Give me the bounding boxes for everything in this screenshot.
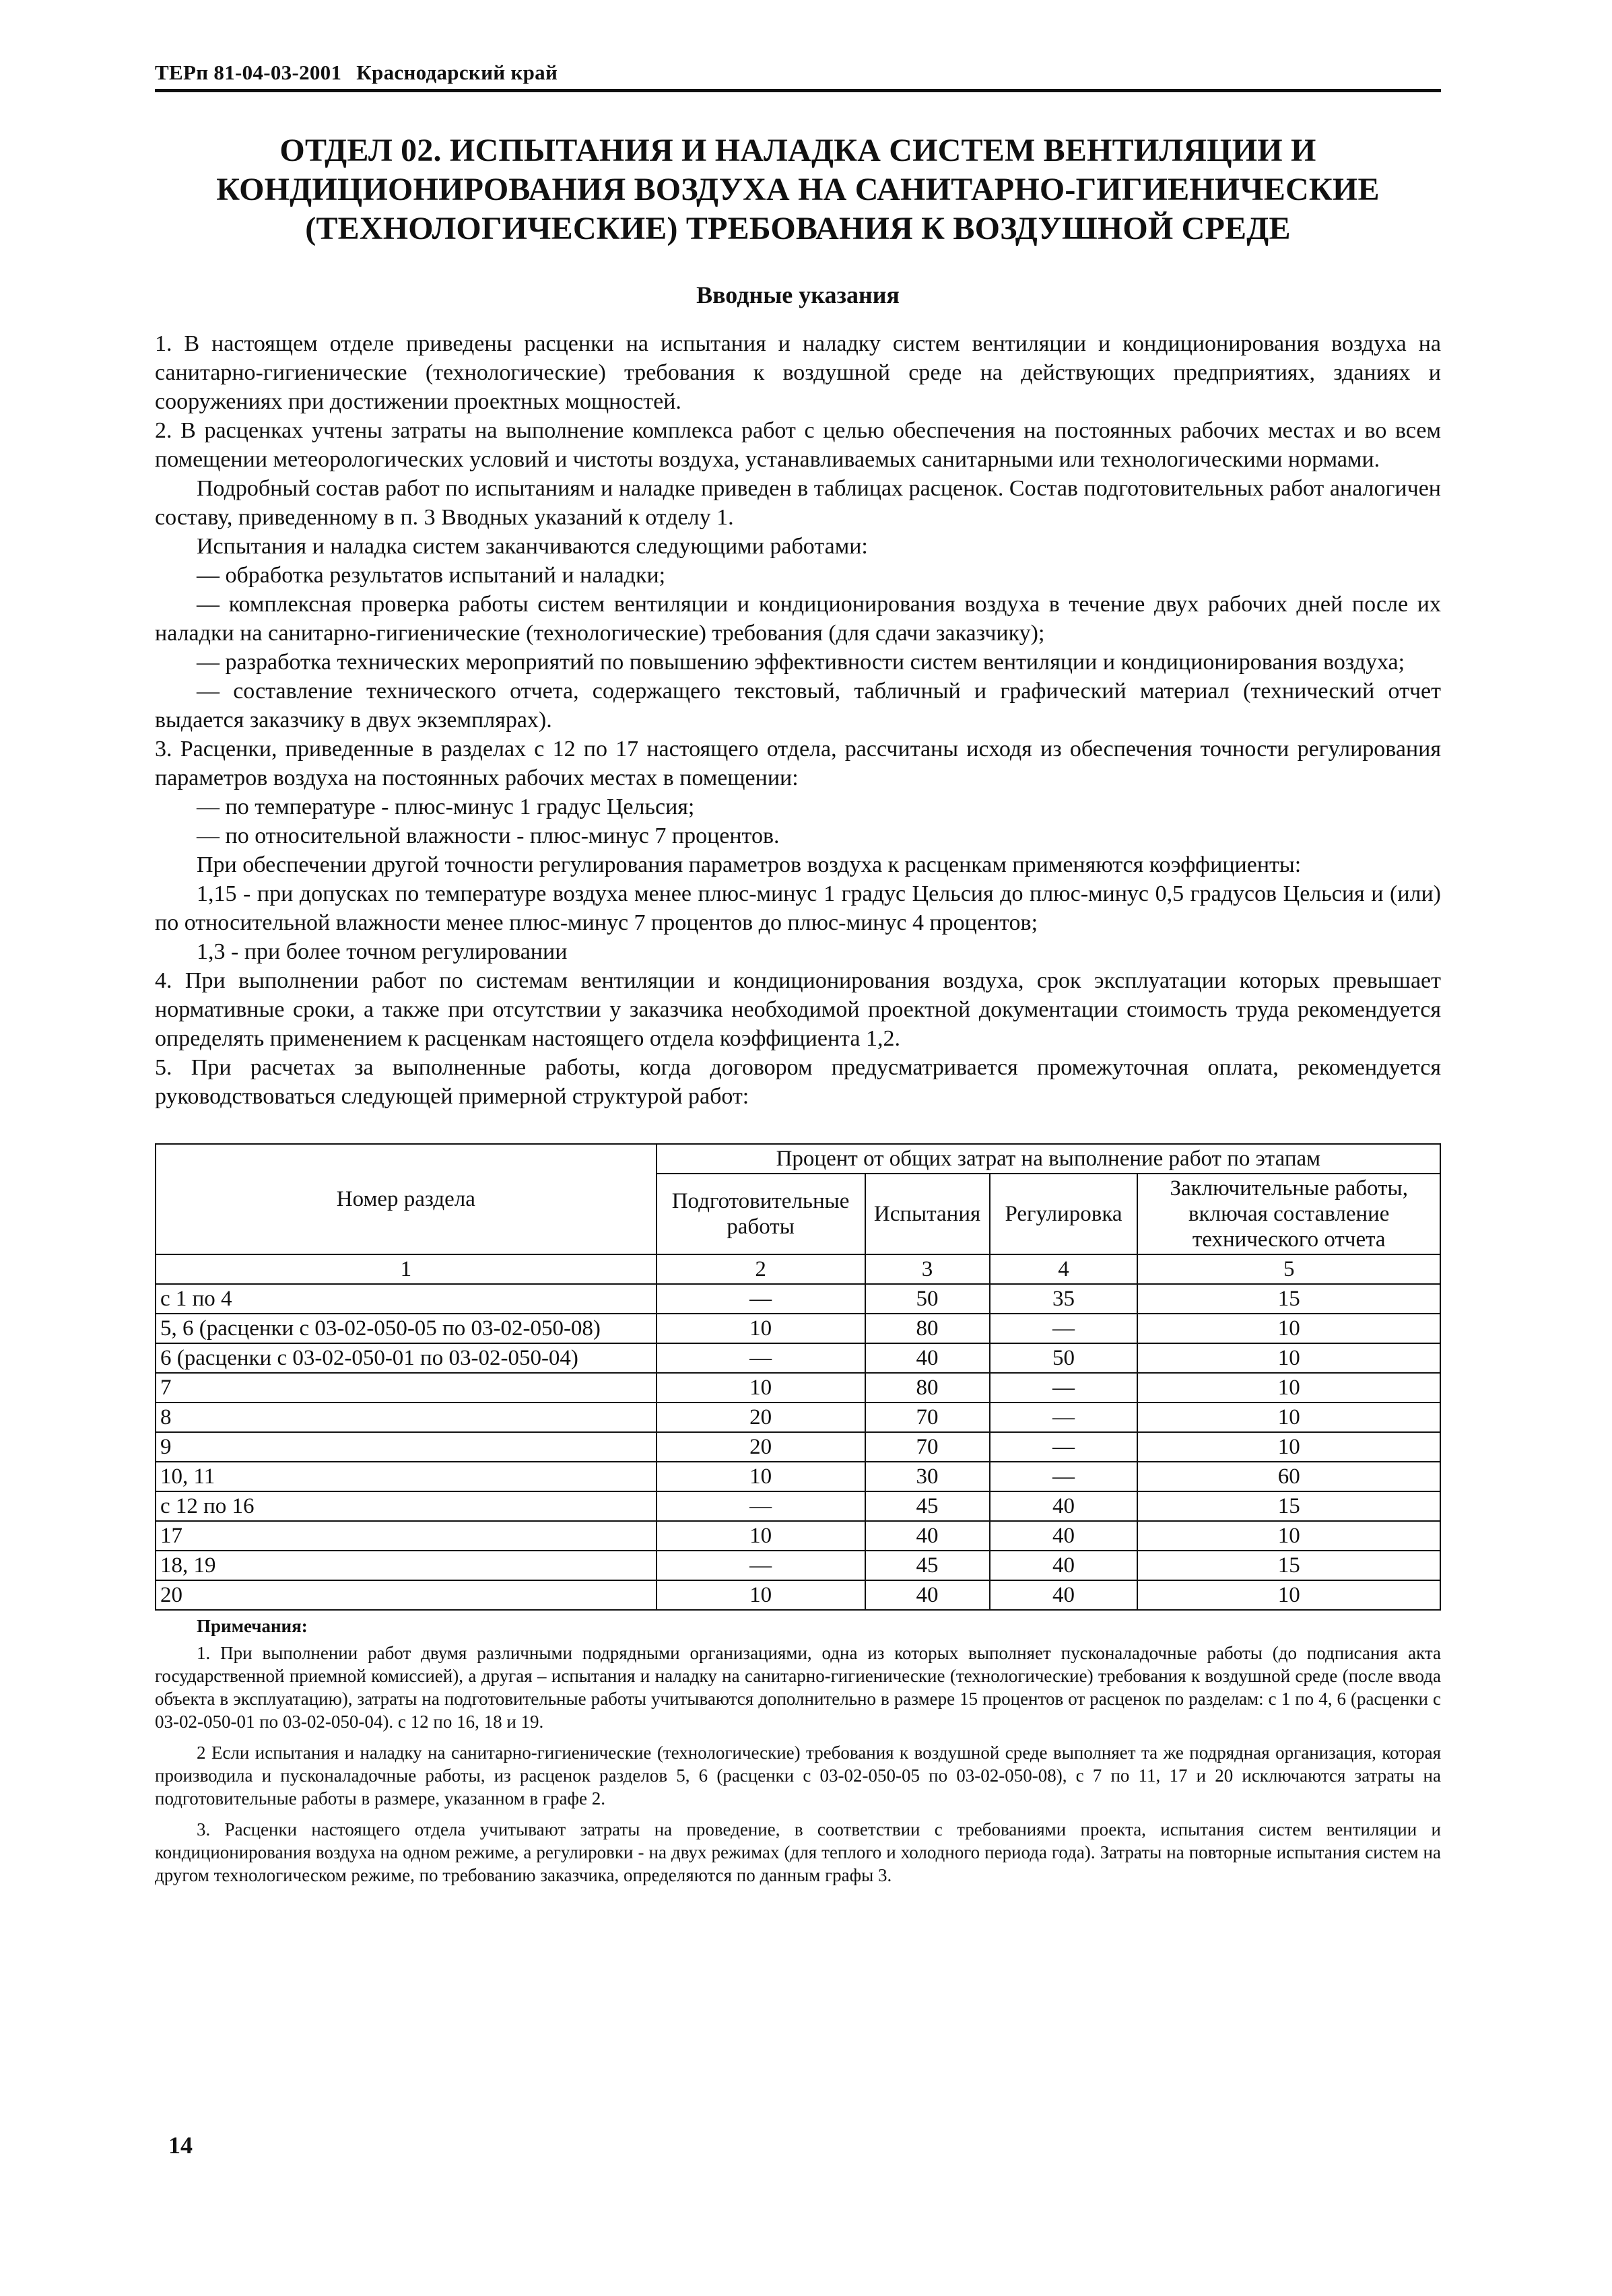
percent-cell: 50 [990, 1343, 1138, 1373]
percent-cell: 15 [1137, 1284, 1440, 1314]
table-row [156, 1521, 1440, 1551]
page-number: 14 [168, 2132, 193, 2159]
percent-cell: — [990, 1432, 1138, 1462]
table-row [156, 1462, 1440, 1491]
document-page [155, 61, 1441, 1895]
list-item: — по относительной влажности - плюс-минус 7 процентов. [197, 823, 780, 848]
percent-cell: — [657, 1551, 865, 1580]
table-row [156, 1343, 1440, 1373]
column-number: 4 [990, 1254, 1138, 1284]
column-number: 2 [657, 1254, 865, 1284]
percent-cell: 10 [1137, 1314, 1440, 1343]
percent-cell: 80 [865, 1314, 990, 1343]
percent-cell: 15 [1137, 1551, 1440, 1580]
percent-cell: — [657, 1284, 865, 1314]
section-title: ОТДЕЛ 02. ИСПЫТАНИЯ И НАЛАДКА СИСТЕМ ВЕНТИЛЯЦИИ И КОНДИЦИОНИРОВАНИЯ ВОЗДУХА НА САНИТАРНО-ГИГИЕНИЧЕСКИЕ (ТЕХНОЛОГИЧЕСКИЕ) ТРЕБОВАНИЯ К ВОЗДУШНОЙ СРЕДЕ [216, 133, 1380, 246]
section-cell: с 1 по 4 [156, 1284, 657, 1314]
column-number: 3 [865, 1254, 990, 1284]
percent-cell: 80 [865, 1373, 990, 1403]
section-cell: с 12 по 16 [156, 1491, 657, 1521]
percent-cell: — [990, 1462, 1138, 1491]
notes [155, 1615, 1441, 1887]
percent-cell: 60 [1137, 1462, 1440, 1491]
percent-cell: 70 [865, 1432, 990, 1462]
col-header-tests: Испытания [865, 1174, 990, 1254]
table-row [156, 1432, 1440, 1462]
paragraph: Подробный состав работ по испытаниям и наладке приведен в таблицах расценок. Состав подготовительных работ аналогичен составу, приведенному в п. 3 Вводных указаний к отделу 1. [155, 476, 1441, 530]
column-numbers-row [156, 1254, 1440, 1284]
note-item: 1. При выполнении работ двумя различными подрядными организациями, одна из которых выполняет пусконаладочные работы (до подписания акта государственной приемной комиссией), а другая – испытания и наладку на санитарно-гигиенические (технологические) требования к воздушной среде (после ввода объекта в эксплуатацию), затраты на подготовительные работы учитываются дополнительно в размере 15 процентов от расценок по разделам: с 1 по 4, 6 (расценки с 03-02-050-01 по 03-02-050-04). с 12 по 16, 18 и 19. [155, 1643, 1441, 1732]
paragraph: 1. В настоящем отделе приведены расценки на испытания и наладку систем вентиляции и кондиционирования воздуха на санитарно-гигиенические (технологические) требования к воздушной среде на действующих предприятиях, зданиях и сооружениях при достижении проектных мощностей. [155, 331, 1441, 414]
percent-cell: 10 [657, 1521, 865, 1551]
percent-cell: 10 [1137, 1403, 1440, 1432]
cost-structure-table [155, 1143, 1441, 1611]
percent-cell: 10 [1137, 1343, 1440, 1373]
list-item: — составление технического отчета, содержащего текстовый, табличный и графический материал (технический отчет выдается заказчику в двух экземплярах). [155, 679, 1441, 733]
section-cell: 7 [156, 1373, 657, 1403]
paragraph: 2. В расценках учтены затраты на выполнение комплекса работ с целью обеспечения на постоянных рабочих местах и во всем помещении метеорологических условий и чистоты воздуха, устанавливаемых санитарными или технологическими нормами. [155, 418, 1441, 472]
header-region: Краснодарский край [356, 61, 558, 84]
percent-cell: 20 [657, 1403, 865, 1432]
table-row [156, 1580, 1440, 1610]
list-item: — по температуре - плюс-минус 1 градус Цельсия; [197, 795, 695, 819]
percent-cell: 40 [990, 1491, 1138, 1521]
percent-cell: 20 [657, 1432, 865, 1462]
paragraph: 4. При выполнении работ по системам вентиляции и кондиционирования воздуха, срок эксплуатации которых превышает нормативные сроки, а также при отсутствии у заказчика необходимой проектной документации стоимость труда рекомендуется определять применением к расценкам настоящего отдела коэффициента 1,2. [155, 968, 1441, 1051]
list-item: — разработка технических мероприятий по повышению эффективности систем вентиляции и кондиционирования воздуха; [197, 650, 1405, 675]
paragraph: 1,15 - при допусках по температуре воздуха менее плюс-минус 1 градус Цельсия до плюс-минус 0,5 градусов Цельсия и (или) по относительной влажности менее плюс-минус 7 процентов до плюс-минус 4 процентов; [155, 881, 1441, 935]
percent-cell: 10 [1137, 1521, 1440, 1551]
percent-cell: 40 [990, 1580, 1138, 1610]
percent-cell: 50 [865, 1284, 990, 1314]
percent-cell: 40 [865, 1343, 990, 1373]
section-cell: 18, 19 [156, 1551, 657, 1580]
column-number: 1 [156, 1254, 657, 1284]
percent-cell: 40 [865, 1580, 990, 1610]
percent-cell: 35 [990, 1284, 1138, 1314]
table-row [156, 1284, 1440, 1314]
percent-cell: — [657, 1343, 865, 1373]
paragraph: При обеспечении другой точности регулирования параметров воздуха к расценкам применяются коэффициенты: [197, 852, 1302, 877]
percent-cell: 40 [865, 1521, 990, 1551]
column-number: 5 [1137, 1254, 1440, 1284]
percent-cell: 10 [657, 1462, 865, 1491]
col-header-section: Номер раздела [156, 1144, 657, 1254]
table-row [156, 1491, 1440, 1521]
percent-cell: 30 [865, 1462, 990, 1491]
percent-cell: 10 [657, 1314, 865, 1343]
percent-cell: — [990, 1373, 1138, 1403]
percent-cell: 10 [1137, 1580, 1440, 1610]
notes-heading: Примечания: [197, 1616, 308, 1636]
paragraph: 5. При расчетах за выполненные работы, когда договором предусматривается промежуточная оплата, рекомендуется руководствоваться следующей примерной структурой работ: [155, 1055, 1441, 1109]
section-cell: 10, 11 [156, 1462, 657, 1491]
table-row [156, 1551, 1440, 1580]
percent-cell: 45 [865, 1551, 990, 1580]
section-cell: 6 (расценки с 03-02-050-01 по 03-02-050-04) [156, 1343, 657, 1373]
header-code: ТЕРп 81-04-03-2001 [155, 61, 342, 84]
table-body [156, 1284, 1440, 1610]
percent-cell: 10 [1137, 1432, 1440, 1462]
percent-cell: 10 [657, 1373, 865, 1403]
col-header-adjust: Регулировка [990, 1174, 1138, 1254]
list-item: — обработка результатов испытаний и наладки; [197, 563, 666, 588]
percent-cell: 10 [1137, 1373, 1440, 1403]
percent-cell: 45 [865, 1491, 990, 1521]
list-item: — комплексная проверка работы систем вентиляции и кондиционирования воздуха в течение двух рабочих дней после их наладки на санитарно-гигиенические (технологические) требования (для сдачи заказчику); [155, 592, 1441, 646]
note-item: 3. Расценки настоящего отдела учитывают затраты на проведение, в соответствии с требованиями проекта, испытания систем вентиляции и кондиционирования воздуха на одном режиме, а регулировки - на двух режимах (для теплого и холодного периода года). Затраты на повторные испытания систем на другом технологическом режиме, по требованию заказчика, определяются по данным графы 3. [155, 1819, 1441, 1885]
running-header [155, 61, 1441, 92]
percent-cell: 15 [1137, 1491, 1440, 1521]
section-cell: 5, 6 (расценки с 03-02-050-05 по 03-02-050-08) [156, 1314, 657, 1343]
paragraph: Испытания и наладка систем заканчиваются следующими работами: [197, 534, 868, 559]
table-row [156, 1403, 1440, 1432]
percent-cell: — [657, 1491, 865, 1521]
paragraph: 3. Расценки, приведенные в разделах с 12 по 17 настоящего отдела, рассчитаны исходя из обеспечения точности регулирования параметров воздуха на постоянных рабочих местах в помещении: [155, 737, 1441, 790]
table-row [156, 1314, 1440, 1343]
section-cell: 17 [156, 1521, 657, 1551]
intro-text [155, 329, 1441, 1111]
note-item: 2 Если испытания и наладку на санитарно-гигиенические (технологические) требования к воздушной среде выполняет та же подрядная организация, которая производила и пусконаладочные работы, из расценок разделов 5, 6 (расценки с 03-02-050-05 по 03-02-050-08), с 7 по 11, 17 и 20 исключаются затраты на подготовительные работы в размере, указанном в графе 2. [155, 1743, 1441, 1809]
section-cell: 9 [156, 1432, 657, 1462]
percent-cell: 10 [657, 1580, 865, 1610]
percent-cell: 40 [990, 1551, 1138, 1580]
percent-cell: 40 [990, 1521, 1138, 1551]
section-cell: 8 [156, 1403, 657, 1432]
section-cell: 20 [156, 1580, 657, 1610]
col-header-prep: Подготовительные работы [657, 1174, 865, 1254]
percent-cell: — [990, 1403, 1138, 1432]
percent-cell: — [990, 1314, 1138, 1343]
table-row [156, 1373, 1440, 1403]
paragraph: 1,3 - при более точном регулировании [197, 939, 568, 964]
group-header: Процент от общих затрат на выполнение работ по этапам [657, 1144, 1440, 1174]
section-subtitle: Вводные указания [696, 281, 900, 308]
percent-cell: 70 [865, 1403, 990, 1432]
col-header-final: Заключительные работы, включая составление технического отчета [1137, 1174, 1440, 1254]
